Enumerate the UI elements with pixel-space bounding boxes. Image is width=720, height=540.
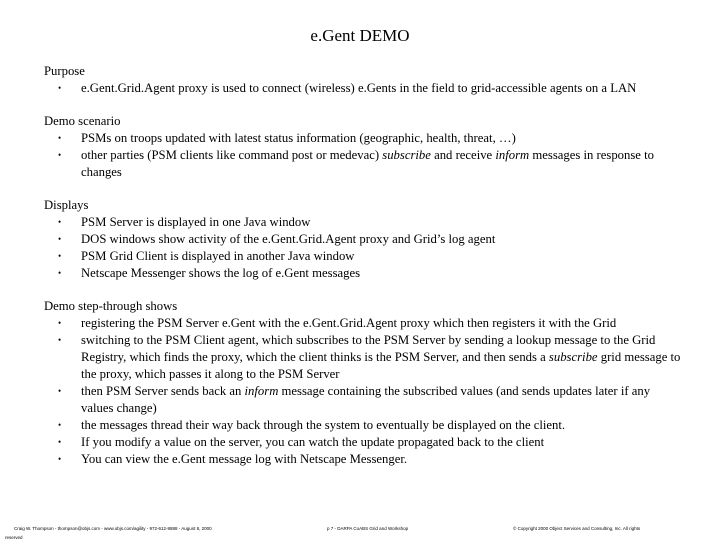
- list-item: [44, 417, 684, 434]
- scenario-section: [44, 113, 684, 181]
- bullet-icon: •: [58, 83, 62, 93]
- list-item: [44, 231, 684, 248]
- list-item: [44, 248, 684, 265]
- steps-section: [44, 298, 684, 468]
- bullet-icon: •: [58, 251, 62, 261]
- bullet-icon: •: [58, 386, 62, 396]
- steps-list: [44, 315, 684, 468]
- list-item-text: Netscape Messenger shows the log of e.Gent messages: [81, 266, 361, 280]
- list-item-text: then PSM Server sends back an: [81, 384, 245, 398]
- purpose-heading: Purpose: [44, 64, 85, 78]
- displays-section: [44, 197, 684, 282]
- list-item: [44, 315, 684, 332]
- subscribe-term: subscribe: [548, 350, 598, 364]
- bullet-icon: •: [58, 234, 62, 244]
- list-item: [44, 332, 684, 383]
- list-item-text: If you modify a value on the server, you can watch the update propagated back to the client: [81, 435, 545, 449]
- bullet-icon: •: [58, 335, 62, 345]
- slide-title: e.Gent DEMO: [310, 26, 410, 45]
- footer-page: p 7 - DARPA CoABS Grid and Workshop: [327, 526, 409, 531]
- purpose-section: [44, 63, 684, 97]
- slide-content: [44, 63, 684, 484]
- inform-term: inform: [495, 148, 530, 162]
- list-item-text: DOS windows show activity of the e.Gent.Grid.Agent proxy and Grid’s log agent: [81, 232, 496, 246]
- inform-term: inform: [244, 384, 279, 398]
- footer-copyright: © Copyright 2000 Object Services and Consulting, Inc. All rights: [513, 526, 641, 531]
- subscribe-term: subscribe: [382, 148, 431, 162]
- list-item-text: switching to the PSM Client agent, which subscribes to the PSM Server by sending a lookup message to the Grid Registry, which finds the proxy, which the client thinks is the PSM Server, and then sends a: [81, 333, 656, 364]
- displays-list: [44, 214, 684, 282]
- list-item-text: PSMs on troops updated with latest status information (geographic, health, threat, …): [81, 131, 516, 145]
- footer-author: Craig W. Thompson - thompson@objs.com - www.objs.com/agility - 972-612-8888 - August 8, 2000: [14, 526, 212, 531]
- list-item: [44, 451, 684, 468]
- bullet-icon: •: [58, 318, 62, 328]
- list-item-text: PSM Server is displayed in one Java window: [81, 215, 311, 229]
- list-item: [44, 147, 684, 181]
- list-item: [44, 214, 684, 231]
- list-item: [44, 265, 684, 282]
- footer-reserved: reserved: [5, 535, 23, 540]
- list-item-text: the messages thread their way back through the system to eventually be displayed on the client.: [81, 418, 566, 432]
- steps-heading: Demo step-through shows: [44, 299, 178, 313]
- bullet-icon: •: [58, 150, 62, 160]
- list-item-text: and receive: [430, 148, 496, 162]
- list-item-text: other parties (PSM clients like command post or medevac): [81, 148, 383, 162]
- bullet-icon: •: [58, 268, 62, 278]
- list-item-text: PSM Grid Client is displayed in another Java window: [81, 249, 355, 263]
- list-item-text: message containing the subscribed values (and sends updates later if any values change): [81, 384, 651, 415]
- bullet-icon: •: [58, 133, 62, 143]
- bullet-icon: •: [58, 420, 62, 430]
- list-item-text: messages in response to changes: [81, 148, 654, 179]
- scenario-list: [44, 130, 684, 181]
- displays-heading: Displays: [44, 198, 89, 212]
- bullet-icon: •: [58, 454, 62, 464]
- purpose-list: [44, 80, 684, 97]
- list-item: [44, 383, 684, 417]
- scenario-heading: Demo scenario: [44, 114, 121, 128]
- list-item: [44, 434, 684, 451]
- list-item: [44, 80, 684, 97]
- list-item-text: You can view the e.Gent message log with Netscape Messenger.: [81, 452, 408, 466]
- list-item-text: e.Gent.Grid.Agent proxy is used to connect (wireless) e.Gents in the field to grid-accessible agents on a LAN: [81, 81, 637, 95]
- list-item: [44, 130, 684, 147]
- list-item-text: grid message to the proxy, which passes it along to the PSM Server: [81, 350, 681, 381]
- bullet-icon: •: [58, 217, 62, 227]
- bullet-icon: •: [58, 437, 62, 447]
- list-item-text: registering the PSM Server e.Gent with the e.Gent.Grid.Agent proxy which then registers it with the Grid: [81, 316, 617, 330]
